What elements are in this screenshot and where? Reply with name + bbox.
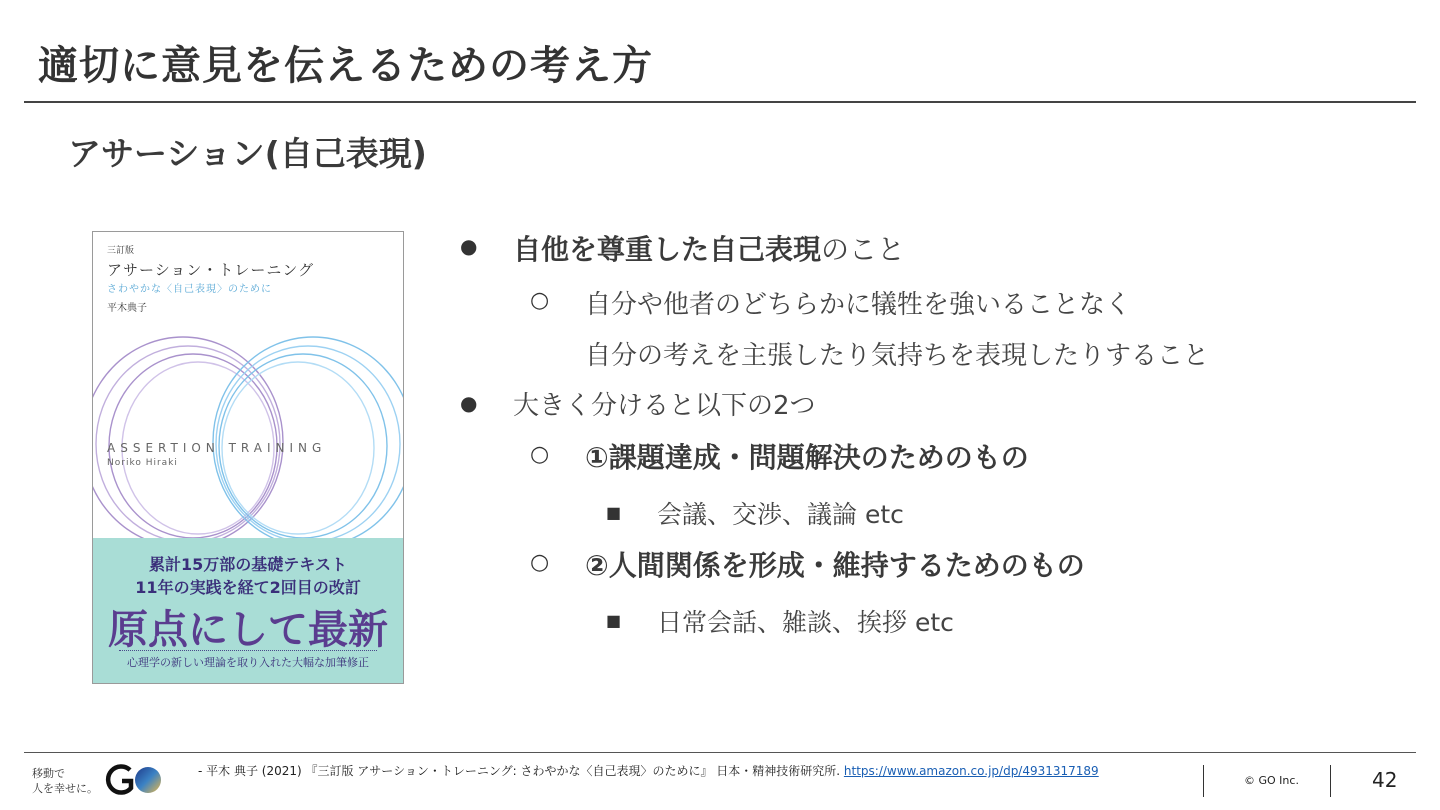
footer-separator [1203,765,1204,797]
book-cover-image [92,231,404,684]
bullet-marker: ● [460,234,478,258]
book-edition: 三訂版 [107,246,135,256]
band-line-2: 11年の実践を経て2回目の改訂 [135,578,361,597]
go-logo-icon [104,762,166,798]
book-author: 平木典子 [107,303,147,314]
band-line-1: 累計15万部の基礎テキスト [149,555,347,574]
citation-text: - 平木 典子 (2021) 『三訂版 アサーション・トレーニング: さわやかな〈自己表現〉のために』 日本・精神技術研究所. [198,764,841,778]
sub-bullet-marker: ○ [530,288,550,313]
citation [198,762,1099,779]
citation-link[interactable]: https://www.amazon.co.jp/dp/4931317189 [843,764,1099,778]
band-line-4: 心理学の新しい理論を取り入れた大幅な加筆修正 [127,656,369,669]
copyright: © GO Inc. [1244,774,1299,787]
book-rings-illustration [93,332,403,542]
book-title: アサーション・トレーニング [107,261,315,279]
company-tagline [32,766,98,796]
band-divider [119,650,377,651]
bullet-2-sub-2-item: 日常会話、雑談、挨拶 etc [657,608,954,637]
book-obi-band [93,538,403,683]
sub-bullet-marker: ○ [530,442,550,467]
book-english-author: Noriko Hiraki [107,458,178,468]
footer-separator [1330,765,1331,797]
bullet-1-sub-2: 自分の考えを主張したり気持ちを表現したりすること [585,341,1210,371]
page-number: 42 [1372,768,1398,792]
bullet-2-sub-1-item: 会議、交渉、議論 etc [657,500,904,529]
bullet-1-sub-1: 自分や他者のどちらかに犠牲を強いることなく [585,290,1132,320]
bullet-1-rest: のこと [821,233,906,266]
bullet-1 [513,228,905,268]
sub-sub-bullet-marker: ■ [606,611,622,630]
book-english-title: ASSERTION TRAINING [107,441,327,455]
slide-title: 適切に意見を伝えるための考え方 [38,43,653,89]
bullet-marker: ● [460,391,478,415]
band-line-3: 原点にして最新 [108,606,388,653]
bullet-2-sub-2: ②人間関係を形成・維持するためのもの [585,549,1085,582]
bullet-2-sub-1: ①課題達成・問題解決のためのもの [585,441,1029,474]
sub-sub-bullet-marker: ■ [606,503,622,522]
bullet-2: 大きく分けると以下の2つ [513,391,816,421]
tagline-line-1: 移動で [32,767,65,780]
sub-bullet-marker: ○ [530,550,550,575]
tagline-line-2: 人を幸せに。 [32,782,98,795]
title-divider [24,101,1416,103]
footer-divider [24,752,1416,753]
book-subtitle: さわやかな〈自己表現〉のために [107,284,272,295]
bullet-1-strong: 自他を尊重した自己表現 [513,233,822,266]
slide-subtitle: アサーション(自己表現) [68,134,427,173]
